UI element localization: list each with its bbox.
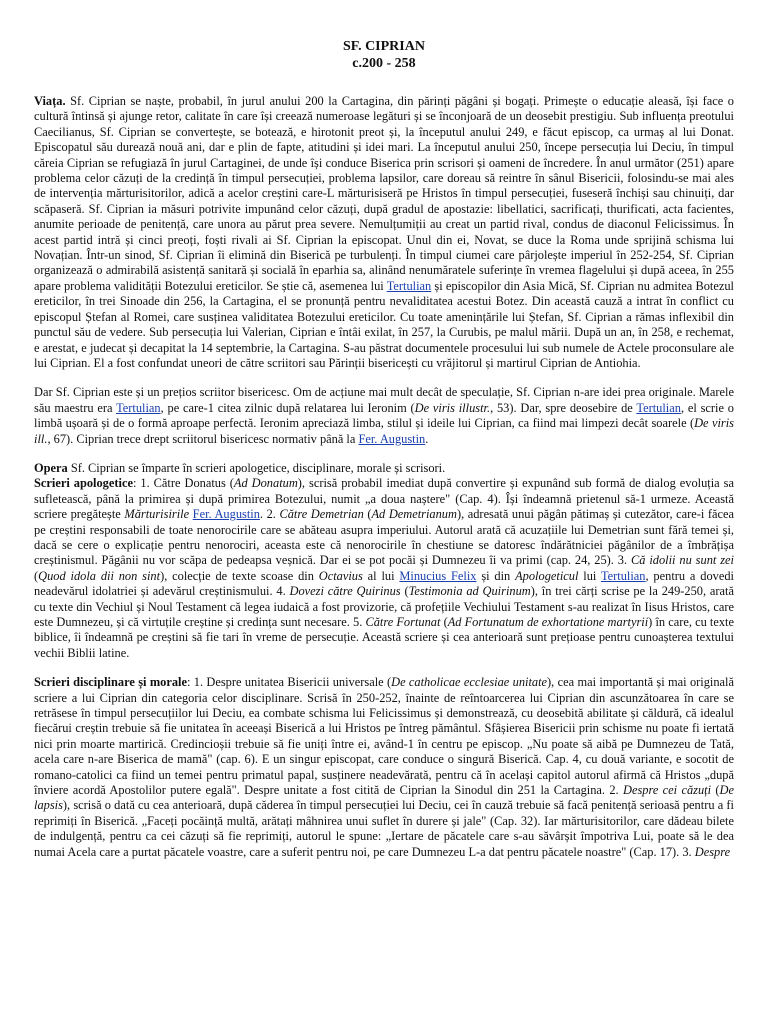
apologetice-text: ), scrisă probabil imediat după convertire și expunând sub formă de dialog evoluția sa sufletească, până la primirea și după primirea Botezului, numit „a doua naștere" (Cap. 4). Își îndeamnă prietenul să-1 urmeze. Această scriere pregătește [34,476,734,522]
apologetice-text: al lui [362,568,400,583]
apologetice-italic: Testimonia ad Quirinum [408,584,531,599]
apologetice-text: , pentru a dovedi neadevărul idolatriei și adevărul creștinismului. 4. [34,568,734,599]
disciplinare-italic: De lapsis [34,783,734,813]
paragraph-viata [34,94,734,371]
apologetice-text: . 2. [259,507,280,522]
page-title: SF. CIPRIAN [343,39,425,54]
apologetice-heading: Scrieri apologetice [34,476,133,491]
apologetice-text: : 1. Către Donatus ( [132,476,234,491]
scriitor-text-4: , el scrie o limbă ușoară și de o formă aproape perfectă. Ieronim apreciază limba, stilul și ideile lui Ciprian, ca fiind mai limpezi decât soarele ( [34,400,734,431]
opera-heading: Opera [34,460,68,475]
opera-text: Sf. Ciprian se împarte în scrieri apologetice, disciplinare, morale și scrisori. [67,460,446,475]
apologetice-text: ), adresată unui păgân pătimaș și cutezător, care-i făcea pe creștini responsabili de toate nenorocirile care se abăteau asupra imperiului. Autorul arată că acuzațiile lui Demetrian sunt fără temei și, dacă se cere o explicație pentru nenorociri, aceasta este că nenorocirile în chestiune se datoresc îndărătniciei păgânilor de a îmbrățișa creștinismul. Păgânii nu vor scăpa de pedeapsa veșnică. Dar ei se pot pocăi și Dumnezeu îi va primi (cap. 24, 25). 3. [34,507,735,568]
disciplinare-text: ), scrisă o dată cu cea anterioară, după căderea în timpul persecuției lui Deciu, cei în cauză trebuie să facă penitență serioasă pentru a fi reprimiți în Biserică. „Faceți pocăință multă, arătați mâhnirea unui suflet în durere și jale" (Cap. 32). Iar mărturisitorilor, care dădeau bilete de indulgență, pentru ca cei căzuți să fie reprimiți, autorul le spune: „Iertare de păcatele care s-au săvârșit împotriva Lui, poate să le dea numai Acela care a purtat păcatele voastre, care a suferit pentru noi, pe care Dumnezeu L-a dat pentru păcatele noastre" (Cap. 17). 3. [34,798,734,859]
disciplinare-italic: Despre cei căzuți [623,783,712,798]
apologetice-italic: Că idolii nu sunt zei [630,553,734,568]
page-dates: c.200 - 258 [352,56,416,71]
apologetice-text: ) în care, cu texte biblice, îi îndeamnă pe creștini să fie tari în vreme de persecuție. Această scriere și cea anterioară sunt prețioase pentru cunoașterea textului vechii Biblii latine. [34,615,734,660]
link-tertulian[interactable]: Tertulian [386,278,432,293]
apologetice-text: și din [476,568,516,583]
link-minucius-felix[interactable]: Minucius Felix [399,568,477,583]
apologetice-italic: Dovezi către Quirinus [289,584,401,599]
scriitor-italic-2: De viris ill. [34,416,734,446]
disciplinare-heading: Scrieri disciplinare și morale [34,675,187,690]
disciplinare-text: ( [711,783,720,798]
document-title [34,38,734,72]
link-tertulian[interactable]: Tertulian [636,400,681,415]
apologetice-italic: Apologeticul [515,568,579,583]
scriitor-text-1: Dar Sf. Ciprian este și un prețios scriitor bisericesc. Om de acțiune mai mult decât de speculație, Sf. Ciprian n-are idei prea originale. Marele său maestru era [34,385,734,415]
paragraph-opera [34,461,734,476]
link-tertulian[interactable]: Tertulian [116,400,161,415]
disciplinare-text: ), cea mai importantă și mai originală scriere a lui Ciprian din categoria celor disciplinare. Scrisă în 250-252, înainte de reîntoarcerea lui Ciprian din ascunzătoarea în care se retrăsese în timpul persecuțiilor lui Deciu, ea combate schisma lui Felicissimus și demonstrează, cu deosebită abilitate și căldură, că idealul fiecărui creștin trebuie să fie unitatea în aceeași Biserică a lui Hristos pe întreg pământul. Sfâșierea Bisericii prin schisme nu poate fi iertată nici prin moarte martirică. Credincioșii trebuie să fie uniți între ei, având-1 în centru pe episcop. „Nu poate să aibă pe Dumnezeu de Tată, acela care n-are Biserica de mamă" (cap. 6). E un singur episcopat, care conduce o singură Biserică. Cap. 4, cu două variante, e socotit de romano-catolici ca fiind un temei pentru primatul papal, susținere neadevărată, pentru că în același capitol autorul afirmă că Hristos „după înviere acordă Apostolilor putere egală". Despre unitate a fost citită de Ciprian la Sinodul din 251 la Cartagina. 2. [34,675,734,798]
viata-heading: Viața. [34,94,66,108]
apologetice-text: lui [578,568,601,583]
apologetice-text: ( [363,507,372,522]
apologetice-text: ), în trei cărți scrise pe la 249-250, arată cu texte din Vechiul și Noul Testament că legea iudaică a fost provizorie, că profețiile Vechiului Testament s-au realizat în Iisus Hristos, care este Dumnezeu, și că virtuțile creștine și credința sunt necesare. 5. [34,584,734,629]
apologetice-italic: Către Fortunat [365,615,441,629]
apologetice-text: ( [400,584,409,599]
link-fer-augustin[interactable]: Fer. Augustin [358,431,426,446]
disciplinare-text: : 1. Despre unitatea Bisericii universale ( [186,675,392,690]
apologetice-italic: Ad Demetrianum [371,507,457,522]
apologetice-italic: Ad Donatum [233,476,298,491]
paragraph-disciplinare [34,675,734,860]
apologetice-italic: Ad Fortunatum de exhortatione martyrii [447,615,649,629]
scriitor-text-3: , 53). Dar, spre deosebire de [490,400,637,415]
viata-text-1: Sf. Ciprian se naște, probabil, în jurul anului 200 la Cartagina, din părinți păgâni și bogați. Primește o educație aleasă, își face o cultură întinsă și ajunge retor, calitate în care își creează numeroase legături și se înconjoară de un deosebit prestigiu. Sub influența preotului Caecilianus, Sf. Ciprian se convertește, se botează, e hirotonit preot și, la începutul anului 249, e făcut episcop, ca urmaș al lui Donat. Episcopatul său durează nouă ani, dar e plin de fapte, atitudini și idei mari. La începutul anului 250, începe persecuția lui Deciu, în timpul căreia Ciprian se refugiază în jurul Cartaginei, de unde își conduce Biserica prin scrisori și oameni de încredere. În anul următor (251) apare problema celor căzuți de la credință în timpul persecuției, problema lapsilor, care doreau să reintre în sânul Bisericii, folosindu-se mai ales de intervenția mărturisitorilor, adică a acelor creștini care-L mărturisiseră pe Hristos în timpul persecuției, fuseseră închiși sau chinuiți, dar scăpaseră. Sf. Ciprian ia măsuri potrivite impunând celor căzuți, după gradul de apostazie: libellatici, sacrificați, thurificati, acta facientes, anumite perioade de penitență, care unora au părut prea severe. Nemulțumiții au creat un partid rival, condus de diaconul Felicissimus. În acest partid intră și cinci preoți, foști rivali ai Sf. Ciprian la episcopat. Unul din ei, Novat, se duce la Roma unde sprijină schisma lui Novațian. Într-un sinod, Sf. Ciprian îi elimină din Biserică pe turbulenți. În timpul ciumei care pârjolește imperiul în 252-254, Sf. Ciprian organizează o admirabilă asistență sanitară și socială în eparhia sa, alinând nenumăratele suferințe în vremea flagelului și după aceea, în 255 apare problema validității Botezului ereticilor. Se știe că, asemenea lui [34,94,734,293]
apologetice-text: ), colecție de texte scoase din [160,568,319,583]
link-tertulian[interactable]: Tertulian [600,568,646,583]
viata-text-2: și episcopilor din Asia Mică, Sf. Ciprian nu admitea Botezul ereticilor, în trei Sinoade din 256, la Cartagina, el se pronunță pentru nevaliditatea acestui Botez. Din această cauză a intrat în conflict cu episcopul Ștefan al Romei, care susținea validitatea Botezului ereticilor. Cu toate amenințările lui Ștefan, Sf. Ciprian a rămas inflexibil din punctul său de vedere. Sub persecuția lui Valerian, Ciprian e întâi exilat, în 257, la Curubis, pe malul mării. După un an, în 258, e rechemat, e arestat, e judecat și decapitat la 14 septembrie, la Cartagina. S-au păstrat documentele procesului lui sub numele de Actele proconsulare ale lui Ciprian. El a fost confundat uneori de către scriitori sau Părinții bisericești cu vrăjitorul și martirul Ciprian de Antiohia. [34,278,734,370]
disciplinare-italic: Despre [694,844,731,859]
apologetice-italic: Către Demetrian [279,507,364,522]
apologetice-italic: Mărturisirile [124,507,190,522]
paragraph-apologetice [34,476,734,661]
paragraph-scriitor [34,385,734,447]
scriitor-text-2: , pe care-1 citea zilnic după relatarea lui Ieronim ( [160,400,415,415]
apologetice-italic: Octavius [318,568,363,583]
scriitor-italic-1: De viris illustr. [414,400,491,415]
link-fer-augustin[interactable]: Fer. Augustin [192,507,260,522]
disciplinare-italic: De catholicae ecclesiae unitate [391,675,548,690]
scriitor-text-5: , 67). Ciprian trece drept scriitorul bisericesc normativ până la [47,431,359,446]
apologetice-text: ( [34,568,39,583]
scriitor-text-6: . [425,431,429,446]
apologetice-text: ( [440,615,448,629]
apologetice-italic: Quod idola dii non sint [38,568,161,583]
